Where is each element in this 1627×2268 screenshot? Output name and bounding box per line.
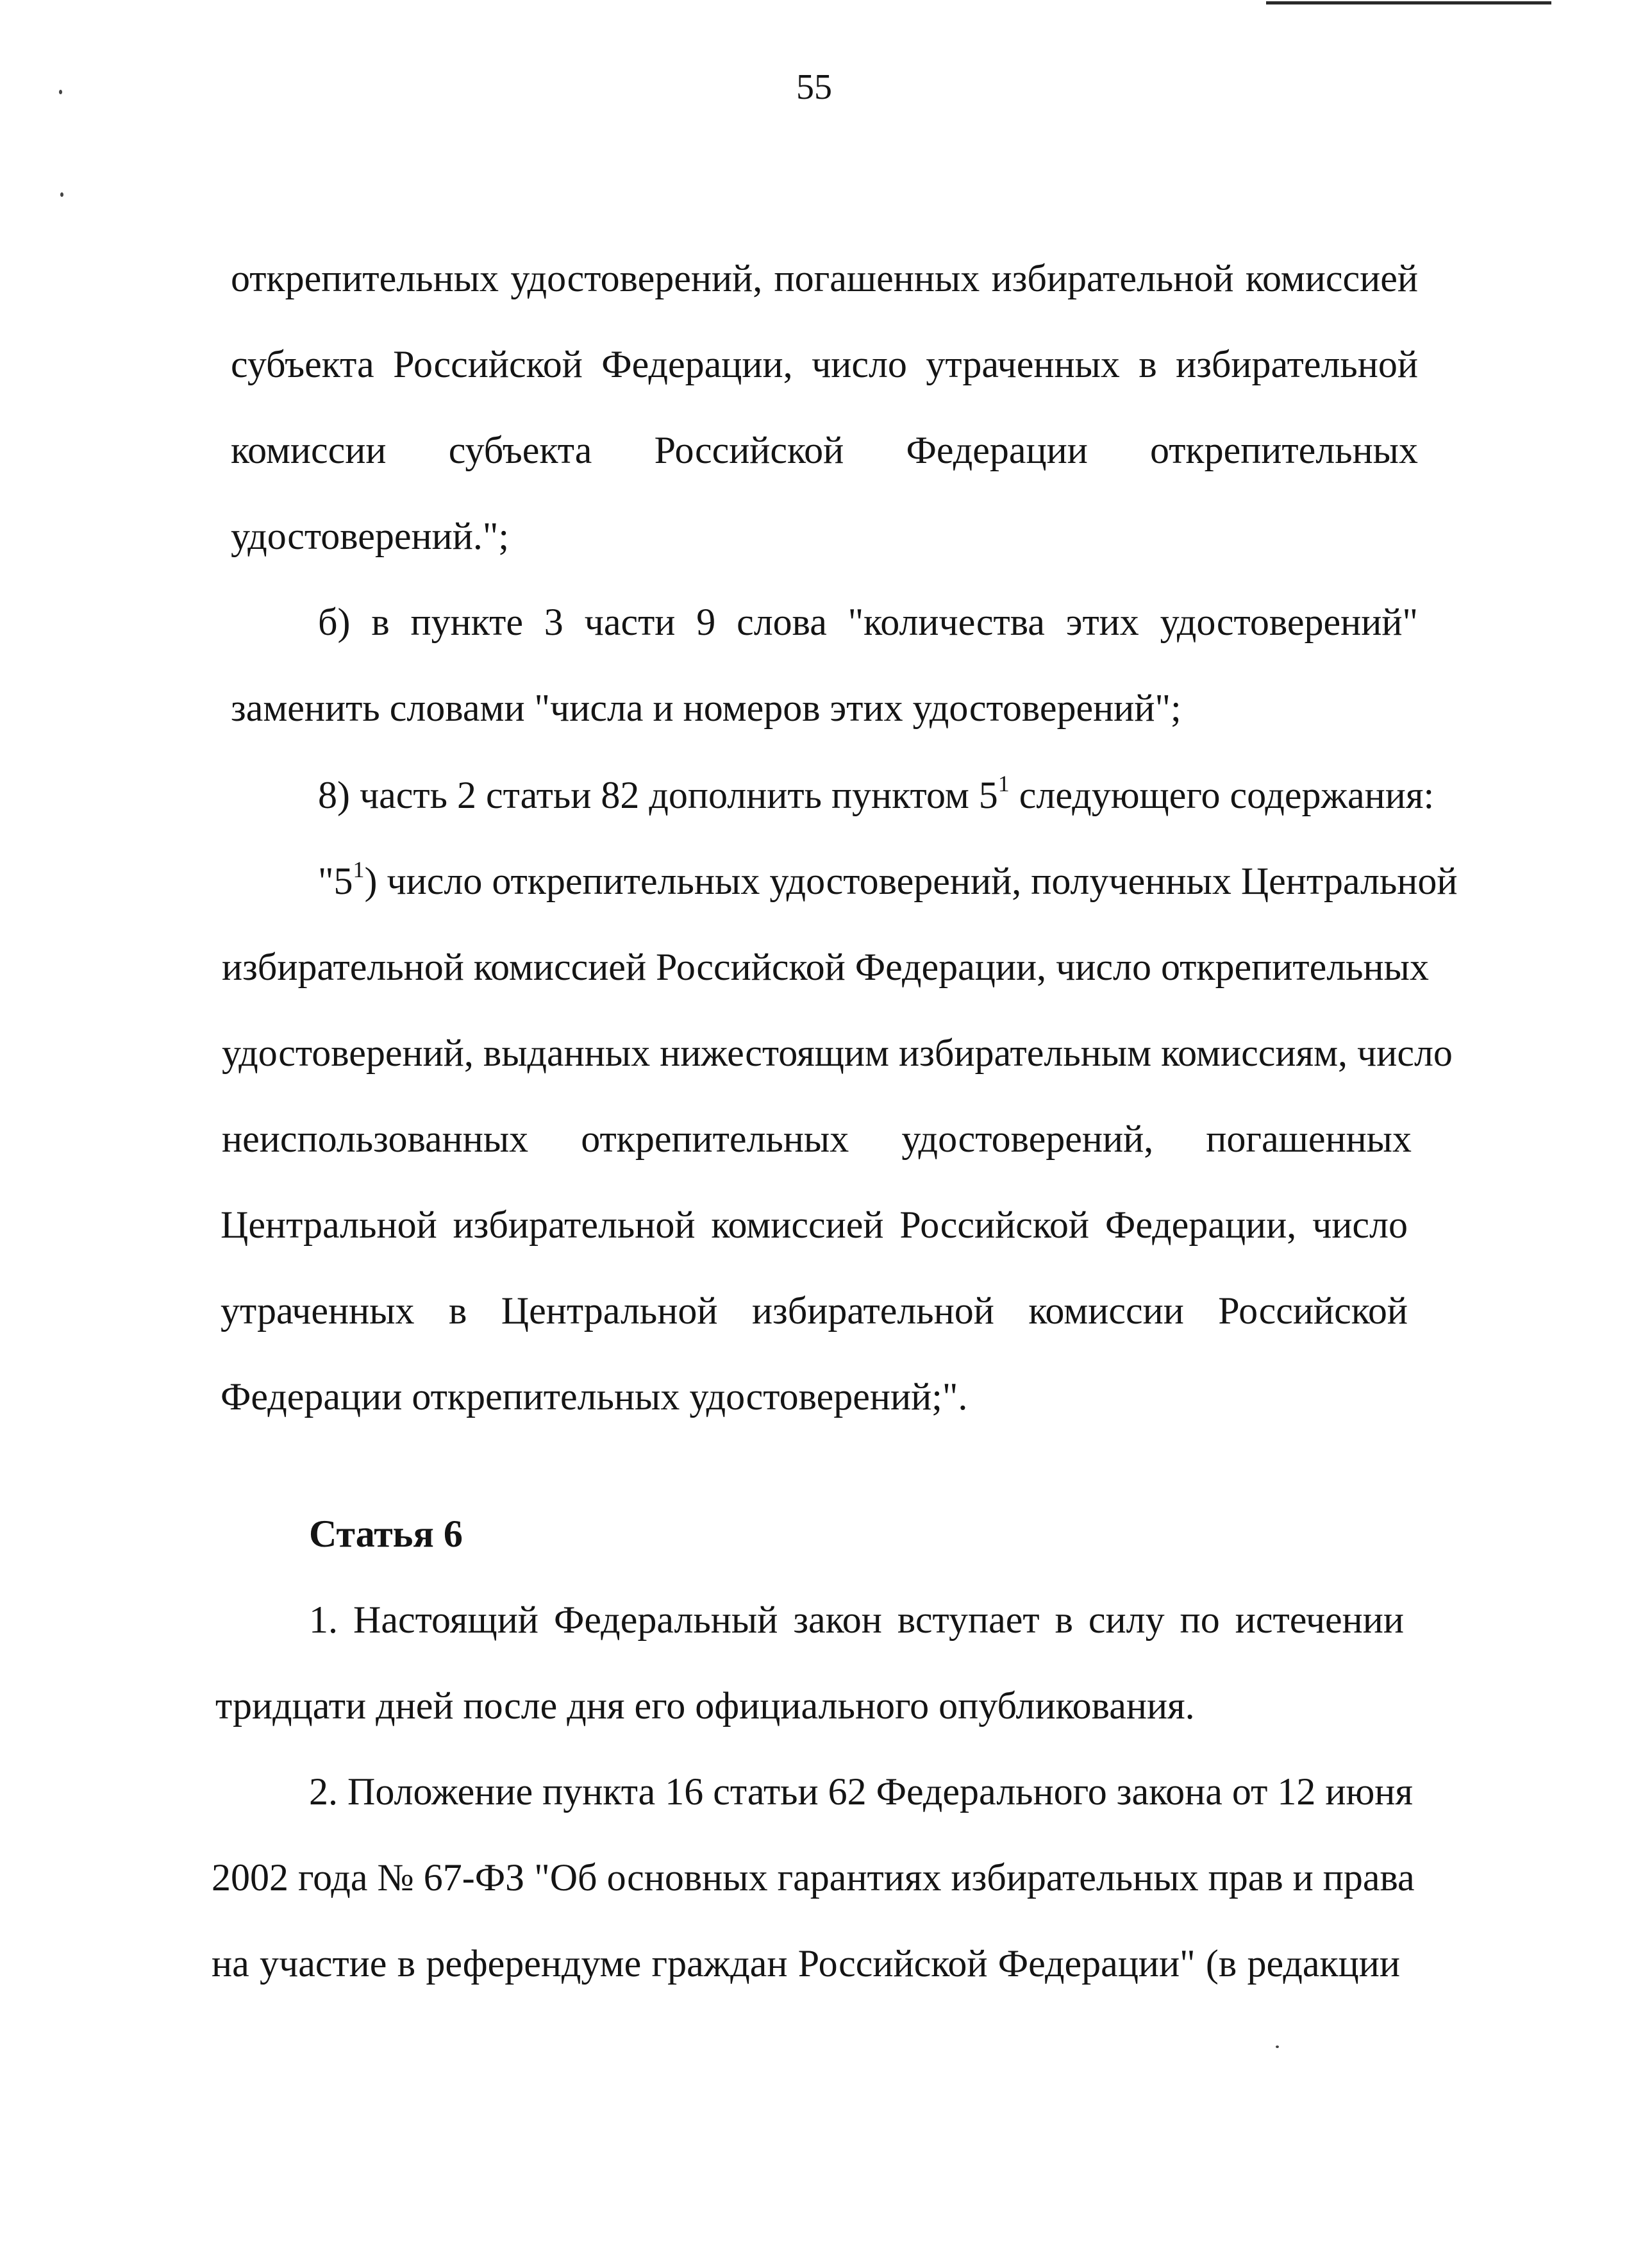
text-line-with-superscript [318, 771, 1435, 816]
text-line-with-superscript [318, 857, 1458, 902]
text-fragment: следующего содержания: [1009, 774, 1435, 816]
scan-speck [60, 192, 63, 197]
superscript: 1 [353, 857, 365, 882]
text-line: заменить словами "числа и номеров этих удостоверений"; [231, 687, 1181, 729]
text-line: открепительных удостоверений, погашенных избирательной комиссией [231, 257, 1418, 299]
text-fragment: 8) часть 2 статьи 82 дополнить пунктом 5 [318, 774, 998, 816]
text-line: удостоверений."; [231, 515, 510, 557]
text-line: на участие в референдуме граждан Российской Федерации" (в редакции [212, 1942, 1400, 1985]
page-number: 55 [796, 67, 832, 107]
text-line: удостоверений, выданных нижестоящим избирательным комиссиям, число [222, 1032, 1453, 1074]
scan-speck [1276, 2045, 1279, 2048]
text-fragment: "5 [318, 860, 353, 902]
text-line: 1. Настоящий Федеральный закон вступает в силу по истечении [309, 1599, 1404, 1641]
scan-speck [59, 90, 62, 94]
text-line: 2. Положение пункта 16 статьи 62 Федерального закона от 12 июня [309, 1770, 1413, 1813]
text-line: комиссии субъекта Российской Федерации открепительных [231, 429, 1418, 471]
text-line: избирательной комиссией Российской Федерации, число открепительных [222, 946, 1429, 988]
text-line: неиспользованных открепительных удостоверений, погашенных [222, 1118, 1412, 1160]
article-heading: Статья 6 [309, 1513, 463, 1555]
text-fragment: ) число открепительных удостоверений, полученных Центральной [364, 860, 1458, 902]
text-line: Центральной избирательной комиссией Российской Федерации, число [221, 1204, 1408, 1246]
superscript: 1 [997, 771, 1010, 796]
text-line: Федерации открепительных удостоверений;". [221, 1375, 968, 1418]
text-line: утраченных в Центральной избирательной комиссии Российской [221, 1289, 1408, 1332]
top-scan-rule [1266, 1, 1551, 4]
text-line: тридцати дней после дня его официального опубликования. [215, 1684, 1195, 1727]
text-line: 2002 года № 67-ФЗ "Об основных гарантиях избирательных прав и права [212, 1856, 1415, 1899]
text-line: б) в пункте 3 части 9 слова "количества этих удостоверений" [318, 601, 1418, 643]
text-line: субъекта Российской Федерации, число утраченных в избирательной [231, 343, 1418, 385]
